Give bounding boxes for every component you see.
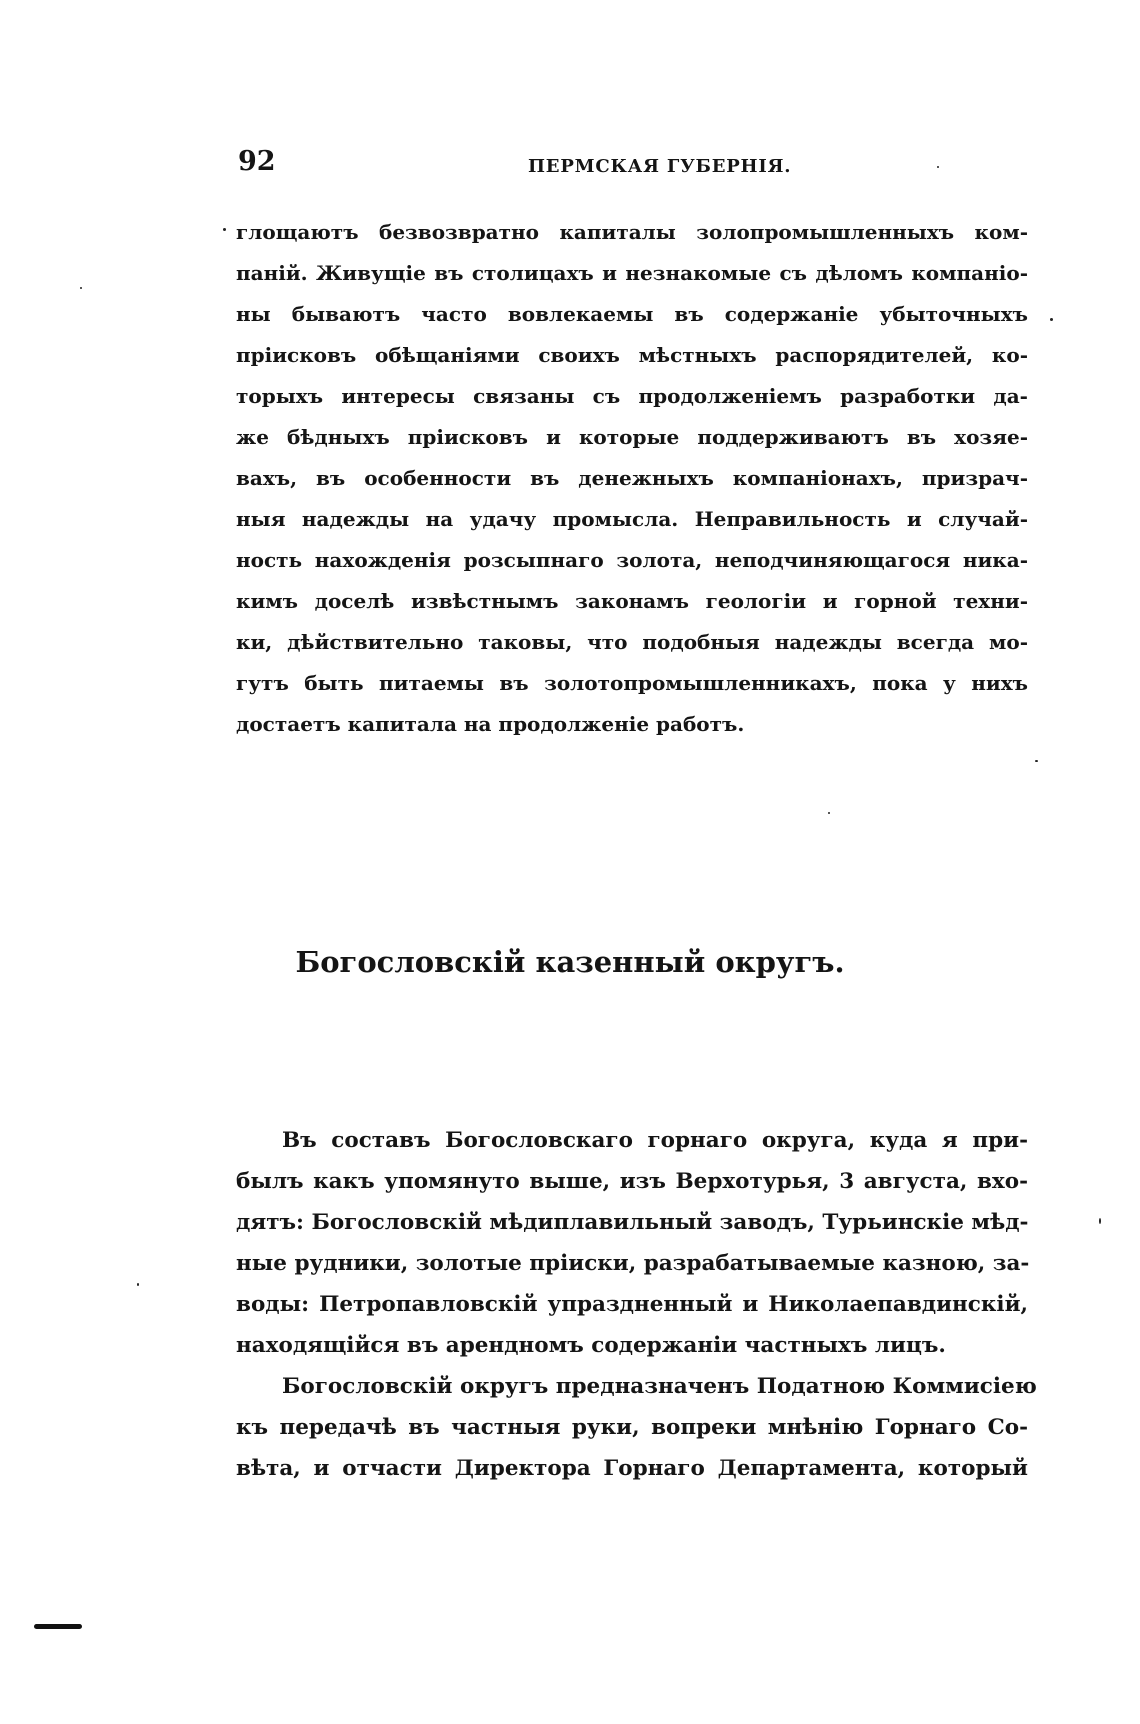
paragraph-1-line: глощаютъ безвозвратно капиталы золопромышленныхъ ком- [236, 220, 1028, 244]
paragraph-3-line: къ передачѣ въ частныя руки, вопреки мнѣнію Горнаго Со- [236, 1415, 1028, 1440]
running-title: ПЕРМСКАЯ ГУБЕРНІЯ. [528, 156, 792, 177]
paragraph-1-line: ность нахожденія розсыпнаго золота, неподчиняющагося ника- [236, 548, 1028, 572]
paragraph-1-line: гутъ быть питаемы въ золотопромышленникахъ, пока у нихъ [236, 671, 1028, 695]
paragraph-1-line: пріисковъ обѣщаніями своихъ мѣстныхъ распорядителей, ко- [236, 343, 1028, 367]
paragraph-1-line: кимъ доселѣ извѣстнымъ законамъ геологіи и горной техни- [236, 589, 1028, 613]
paragraph-1-line: паній. Живущіе въ столицахъ и незнакомые съ дѣломъ компаніо- [236, 261, 1028, 285]
scan-speck [1035, 760, 1038, 762]
paragraph-2-line: воды: Петропавловскій упраздненный и Николаепавдинскій, [236, 1292, 1028, 1317]
paragraph-1-line: ныя надежды на удачу промысла. Неправильность и случай- [236, 507, 1028, 531]
paragraph-2-line: находящійся въ арендномъ содержаніи частныхъ лицъ. [236, 1333, 946, 1358]
paragraph-1 [236, 212, 1028, 745]
scan-speck [828, 812, 830, 814]
scan-speck [1050, 318, 1053, 321]
scan-speck [80, 287, 82, 289]
paragraph-1-line: же бѣдныхъ пріисковъ и которые поддерживаютъ въ хозяе- [236, 425, 1028, 449]
paragraph-2-line: Въ составъ Богословскаго горнаго округа, куда я при- [282, 1128, 1028, 1153]
running-head [238, 146, 1028, 186]
paragraph-1-line: ки, дѣйствительно таковы, что подобныя надежды всегда мо- [236, 630, 1028, 654]
scan-speck [1099, 1218, 1101, 1224]
scan-speck [223, 228, 226, 231]
paragraph-1-line: торыхъ интересы связаны съ продолженіемъ разработки да- [236, 384, 1028, 408]
paragraph-2 [236, 1120, 1037, 1489]
page-number: 92 [238, 146, 276, 177]
paragraph-2-line: былъ какъ упомянуто выше, изъ Верхотурья, 3 августа, вхо- [236, 1169, 1028, 1194]
scan-speck [937, 166, 939, 168]
paragraph-3-line: вѣта, и отчасти Директора Горнаго Департамента, который [236, 1456, 1028, 1481]
paragraph-1-line: ны бываютъ часто вовлекаемы въ содержаніе убыточныхъ [236, 302, 1028, 326]
paragraph-3-line: Богословскій округъ предназначенъ Податною Коммисіею [282, 1374, 1037, 1399]
paragraph-2-line: ные рудники, золотые пріиски, разрабатываемые казною, за- [236, 1251, 1030, 1276]
section-heading: Богословскій казенный округъ. [295, 945, 845, 979]
paragraph-1-line: достаетъ капитала на продолженіе работъ. [236, 712, 745, 736]
scan-mark [34, 1624, 82, 1629]
paragraph-1-line: вахъ, въ особенности въ денежныхъ компаніонахъ, призрач- [236, 466, 1028, 490]
paragraph-2-line: дятъ: Богословскій мѣдиплавильный заводъ, Турьинскіе мѣд- [236, 1210, 1029, 1235]
scan-speck [137, 1283, 139, 1286]
